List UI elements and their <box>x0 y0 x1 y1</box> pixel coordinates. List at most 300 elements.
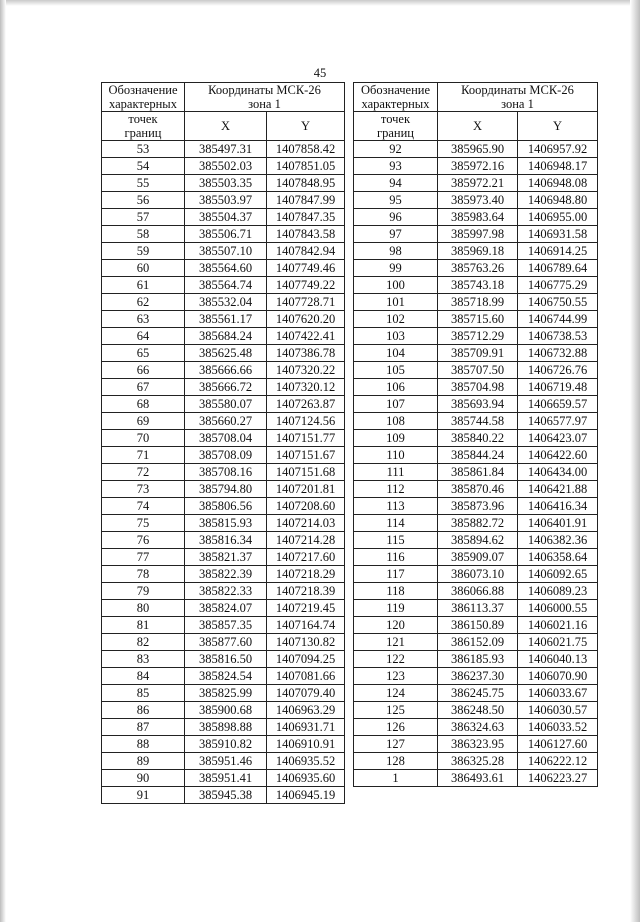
y-coordinate-cell: 1407842.94 <box>267 243 345 260</box>
x-coordinate-cell: 385983.64 <box>438 209 518 226</box>
x-coordinate-cell: 385564.60 <box>185 260 267 277</box>
table-row <box>354 328 598 345</box>
table-row <box>102 447 345 464</box>
table-row <box>354 192 598 209</box>
table-row <box>102 566 345 583</box>
x-coordinate-cell: 385506.71 <box>185 226 267 243</box>
y-coordinate-cell: 1406089.23 <box>518 583 598 600</box>
y-coordinate-cell: 1406931.58 <box>518 226 598 243</box>
point-number-cell: 72 <box>102 464 185 481</box>
point-number-cell: 92 <box>354 141 438 158</box>
table-row <box>102 430 345 447</box>
point-number-cell: 125 <box>354 702 438 719</box>
y-coordinate-cell: 1407151.77 <box>267 430 345 447</box>
x-coordinate-cell: 385861.84 <box>438 464 518 481</box>
table-row <box>102 481 345 498</box>
y-coordinate-cell: 1406222.12 <box>518 753 598 770</box>
point-number-cell: 77 <box>102 549 185 566</box>
point-number-cell: 126 <box>354 719 438 736</box>
y-coordinate-cell: 1407858.42 <box>267 141 345 158</box>
y-coordinate-cell: 1406659.57 <box>518 396 598 413</box>
table-row <box>102 226 345 243</box>
point-number-cell: 100 <box>354 277 438 294</box>
y-coordinate-cell: 1406744.99 <box>518 311 598 328</box>
y-coordinate-cell: 1406732.88 <box>518 345 598 362</box>
table-row <box>354 396 598 413</box>
table-row <box>102 515 345 532</box>
header-designation-line2: характерных <box>361 97 430 111</box>
y-coordinate-cell: 1407214.28 <box>267 532 345 549</box>
point-number-cell: 53 <box>102 141 185 158</box>
table-row <box>354 464 598 481</box>
header-designation-line4: границ <box>124 126 162 140</box>
table-row <box>354 600 598 617</box>
y-coordinate-cell: 1406092.65 <box>518 566 598 583</box>
y-coordinate-cell: 1406401.91 <box>518 515 598 532</box>
x-coordinate-cell: 386073.10 <box>438 566 518 583</box>
x-coordinate-cell: 385844.24 <box>438 447 518 464</box>
x-coordinate-cell: 385882.72 <box>438 515 518 532</box>
x-coordinate-cell: 385972.16 <box>438 158 518 175</box>
point-number-cell: 76 <box>102 532 185 549</box>
table-row <box>354 141 598 158</box>
point-number-cell: 86 <box>102 702 185 719</box>
x-coordinate-cell: 385909.07 <box>438 549 518 566</box>
point-number-cell: 71 <box>102 447 185 464</box>
table-row <box>102 413 345 430</box>
x-coordinate-cell: 386185.93 <box>438 651 518 668</box>
table-row <box>102 362 345 379</box>
y-coordinate-cell: 1406223.27 <box>518 770 598 787</box>
point-number-cell: 63 <box>102 311 185 328</box>
x-coordinate-cell: 385898.88 <box>185 719 267 736</box>
y-coordinate-cell: 1407218.29 <box>267 566 345 583</box>
x-coordinate-cell: 385821.37 <box>185 549 267 566</box>
y-coordinate-cell: 1407843.58 <box>267 226 345 243</box>
point-number-cell: 61 <box>102 277 185 294</box>
y-coordinate-cell: 1407201.81 <box>267 481 345 498</box>
x-coordinate-cell: 385824.07 <box>185 600 267 617</box>
point-number-cell: 70 <box>102 430 185 447</box>
y-coordinate-cell: 1407620.20 <box>267 311 345 328</box>
table-row <box>102 379 345 396</box>
point-number-cell: 90 <box>102 770 185 787</box>
table-row <box>354 566 598 583</box>
x-coordinate-cell: 385704.98 <box>438 379 518 396</box>
x-coordinate-cell: 385822.33 <box>185 583 267 600</box>
left-table-body <box>102 141 345 804</box>
y-coordinate-cell: 1406577.97 <box>518 413 598 430</box>
table-row <box>354 719 598 736</box>
table-row <box>102 583 345 600</box>
y-coordinate-cell: 1407094.25 <box>267 651 345 668</box>
y-column-header: Y <box>518 112 598 141</box>
y-coordinate-cell: 1406021.75 <box>518 634 598 651</box>
x-coordinate-cell: 385504.37 <box>185 209 267 226</box>
y-coordinate-cell: 1406421.88 <box>518 481 598 498</box>
header-coords-line2: зона 1 <box>501 97 534 111</box>
designation-header-bottom <box>102 112 185 141</box>
point-number-cell: 88 <box>102 736 185 753</box>
table-row <box>102 464 345 481</box>
y-coordinate-cell: 1407214.03 <box>267 515 345 532</box>
point-number-cell: 115 <box>354 532 438 549</box>
y-coordinate-cell: 1406955.00 <box>518 209 598 226</box>
x-column-header: X <box>438 112 518 141</box>
table-row <box>102 668 345 685</box>
table-row <box>354 668 598 685</box>
point-number-cell: 118 <box>354 583 438 600</box>
y-coordinate-cell: 1407263.87 <box>267 396 345 413</box>
point-number-cell: 62 <box>102 294 185 311</box>
table-row <box>102 770 345 787</box>
x-coordinate-cell: 386237.30 <box>438 668 518 685</box>
y-coordinate-cell: 1406000.55 <box>518 600 598 617</box>
point-number-cell: 68 <box>102 396 185 413</box>
point-number-cell: 89 <box>102 753 185 770</box>
point-number-cell: 67 <box>102 379 185 396</box>
x-coordinate-cell: 386324.63 <box>438 719 518 736</box>
header-coords-line1: Координаты МСК-26 <box>208 83 321 97</box>
x-coordinate-cell: 385660.27 <box>185 413 267 430</box>
x-coordinate-cell: 385840.22 <box>438 430 518 447</box>
page-number: 45 <box>313 66 327 80</box>
table-row <box>102 651 345 668</box>
y-coordinate-cell: 1407130.82 <box>267 634 345 651</box>
table-row <box>354 481 598 498</box>
x-coordinate-cell: 386493.61 <box>438 770 518 787</box>
header-designation-line3: точек <box>128 112 158 126</box>
y-coordinate-cell: 1406416.34 <box>518 498 598 515</box>
x-coordinate-cell: 385857.35 <box>185 617 267 634</box>
y-coordinate-cell: 1406423.07 <box>518 430 598 447</box>
table-row <box>354 294 598 311</box>
x-coordinate-cell: 385564.74 <box>185 277 267 294</box>
table-row <box>354 158 598 175</box>
point-number-cell: 60 <box>102 260 185 277</box>
table-row <box>102 702 345 719</box>
table-row <box>354 362 598 379</box>
y-column-header: Y <box>267 112 345 141</box>
table-row <box>354 617 598 634</box>
table-row <box>102 753 345 770</box>
point-number-cell: 107 <box>354 396 438 413</box>
x-coordinate-cell: 386325.28 <box>438 753 518 770</box>
y-coordinate-cell: 1406382.36 <box>518 532 598 549</box>
x-coordinate-cell: 385625.48 <box>185 345 267 362</box>
table-row <box>102 209 345 226</box>
x-coordinate-cell: 386323.95 <box>438 736 518 753</box>
x-coordinate-cell: 386248.50 <box>438 702 518 719</box>
point-number-cell: 104 <box>354 345 438 362</box>
coords-header <box>438 83 598 112</box>
point-number-cell: 78 <box>102 566 185 583</box>
table-row <box>102 617 345 634</box>
table-row <box>354 651 598 668</box>
x-coordinate-cell: 385684.24 <box>185 328 267 345</box>
y-coordinate-cell: 1406935.52 <box>267 753 345 770</box>
x-coordinate-cell: 385951.46 <box>185 753 267 770</box>
header-coords-line2: зона 1 <box>248 97 281 111</box>
table-row <box>354 685 598 702</box>
point-number-cell: 64 <box>102 328 185 345</box>
point-number-cell: 113 <box>354 498 438 515</box>
x-coordinate-cell: 385502.03 <box>185 158 267 175</box>
table-row <box>354 515 598 532</box>
point-number-cell: 122 <box>354 651 438 668</box>
x-coordinate-cell: 385693.94 <box>438 396 518 413</box>
x-coordinate-cell: 385532.04 <box>185 294 267 311</box>
point-number-cell: 82 <box>102 634 185 651</box>
y-coordinate-cell: 1406963.29 <box>267 702 345 719</box>
y-coordinate-cell: 1407422.41 <box>267 328 345 345</box>
y-coordinate-cell: 1406948.17 <box>518 158 598 175</box>
x-coordinate-cell: 385718.99 <box>438 294 518 311</box>
x-coordinate-cell: 386150.89 <box>438 617 518 634</box>
point-number-cell: 121 <box>354 634 438 651</box>
point-number-cell: 97 <box>354 226 438 243</box>
scan-shadow-right <box>630 0 640 922</box>
point-number-cell: 106 <box>354 379 438 396</box>
x-coordinate-cell: 385709.91 <box>438 345 518 362</box>
table-row <box>354 736 598 753</box>
y-coordinate-cell: 1406033.52 <box>518 719 598 736</box>
table-row <box>354 447 598 464</box>
header-designation-line2: характерных <box>109 97 177 111</box>
x-coordinate-cell: 385806.56 <box>185 498 267 515</box>
x-coordinate-cell: 385794.80 <box>185 481 267 498</box>
x-coordinate-cell: 385708.04 <box>185 430 267 447</box>
table-row <box>102 175 345 192</box>
table-row <box>102 600 345 617</box>
table-row <box>354 549 598 566</box>
point-number-cell: 58 <box>102 226 185 243</box>
table-row <box>102 634 345 651</box>
table-row <box>354 379 598 396</box>
y-coordinate-cell: 1407151.67 <box>267 447 345 464</box>
point-number-cell: 85 <box>102 685 185 702</box>
table-row <box>354 226 598 243</box>
x-coordinate-cell: 385997.98 <box>438 226 518 243</box>
x-coordinate-cell: 385507.10 <box>185 243 267 260</box>
y-coordinate-cell: 1406945.19 <box>267 787 345 804</box>
x-column-header: X <box>185 112 267 141</box>
designation-header-top <box>102 83 185 112</box>
table-row <box>102 260 345 277</box>
y-coordinate-cell: 1407851.05 <box>267 158 345 175</box>
point-number-cell: 95 <box>354 192 438 209</box>
table-row <box>354 702 598 719</box>
y-coordinate-cell: 1406789.64 <box>518 260 598 277</box>
table-row <box>102 141 345 158</box>
x-coordinate-cell: 385712.29 <box>438 328 518 345</box>
point-number-cell: 102 <box>354 311 438 328</box>
y-coordinate-cell: 1406738.53 <box>518 328 598 345</box>
y-coordinate-cell: 1407124.56 <box>267 413 345 430</box>
table-row <box>354 430 598 447</box>
table-row <box>354 413 598 430</box>
x-coordinate-cell: 385707.50 <box>438 362 518 379</box>
table-row <box>102 532 345 549</box>
x-coordinate-cell: 385815.93 <box>185 515 267 532</box>
point-number-cell: 112 <box>354 481 438 498</box>
y-coordinate-cell: 1407847.99 <box>267 192 345 209</box>
table-row <box>102 498 345 515</box>
coordinates-table-left <box>101 82 345 804</box>
header-designation-line4: границ <box>377 126 414 140</box>
x-coordinate-cell: 385763.26 <box>438 260 518 277</box>
point-number-cell: 1 <box>354 770 438 787</box>
x-coordinate-cell: 386113.37 <box>438 600 518 617</box>
point-number-cell: 128 <box>354 753 438 770</box>
y-coordinate-cell: 1406931.71 <box>267 719 345 736</box>
x-coordinate-cell: 385715.60 <box>438 311 518 328</box>
table-row <box>102 328 345 345</box>
x-coordinate-cell: 385910.82 <box>185 736 267 753</box>
x-coordinate-cell: 386066.88 <box>438 583 518 600</box>
point-number-cell: 114 <box>354 515 438 532</box>
y-coordinate-cell: 1406957.92 <box>518 141 598 158</box>
y-coordinate-cell: 1407164.74 <box>267 617 345 634</box>
y-coordinate-cell: 1407749.22 <box>267 277 345 294</box>
point-number-cell: 84 <box>102 668 185 685</box>
x-coordinate-cell: 385945.38 <box>185 787 267 804</box>
x-coordinate-cell: 385708.16 <box>185 464 267 481</box>
scan-shadow-top <box>0 0 640 6</box>
y-coordinate-cell: 1407320.12 <box>267 379 345 396</box>
x-coordinate-cell: 385744.58 <box>438 413 518 430</box>
table-row <box>354 498 598 515</box>
x-coordinate-cell: 386152.09 <box>438 634 518 651</box>
y-coordinate-cell: 1406422.60 <box>518 447 598 464</box>
point-number-cell: 75 <box>102 515 185 532</box>
x-coordinate-cell: 385816.34 <box>185 532 267 549</box>
point-number-cell: 127 <box>354 736 438 753</box>
x-coordinate-cell: 385822.39 <box>185 566 267 583</box>
point-number-cell: 98 <box>354 243 438 260</box>
y-coordinate-cell: 1407847.35 <box>267 209 345 226</box>
table-row <box>102 719 345 736</box>
x-coordinate-cell: 385743.18 <box>438 277 518 294</box>
point-number-cell: 87 <box>102 719 185 736</box>
table-row <box>354 770 598 787</box>
point-number-cell: 94 <box>354 175 438 192</box>
y-coordinate-cell: 1407749.46 <box>267 260 345 277</box>
point-number-cell: 103 <box>354 328 438 345</box>
point-number-cell: 96 <box>354 209 438 226</box>
y-coordinate-cell: 1406726.76 <box>518 362 598 379</box>
point-number-cell: 74 <box>102 498 185 515</box>
x-coordinate-cell: 385973.40 <box>438 192 518 209</box>
y-coordinate-cell: 1406935.60 <box>267 770 345 787</box>
scan-shadow-left <box>0 0 6 922</box>
y-coordinate-cell: 1406030.57 <box>518 702 598 719</box>
table-row <box>354 243 598 260</box>
x-coordinate-cell: 385825.99 <box>185 685 267 702</box>
y-coordinate-cell: 1407151.68 <box>267 464 345 481</box>
y-coordinate-cell: 1407386.78 <box>267 345 345 362</box>
x-coordinate-cell: 385497.31 <box>185 141 267 158</box>
y-coordinate-cell: 1406358.64 <box>518 549 598 566</box>
y-coordinate-cell: 1407081.66 <box>267 668 345 685</box>
x-coordinate-cell: 385877.60 <box>185 634 267 651</box>
y-coordinate-cell: 1407217.60 <box>267 549 345 566</box>
table-row <box>102 345 345 362</box>
x-coordinate-cell: 385870.46 <box>438 481 518 498</box>
header-designation-line1: Обозначение <box>360 83 431 97</box>
x-coordinate-cell: 385580.07 <box>185 396 267 413</box>
point-number-cell: 56 <box>102 192 185 209</box>
table-row <box>102 243 345 260</box>
coords-header <box>185 83 345 112</box>
header-designation-line3: точек <box>380 112 411 126</box>
table-row <box>354 634 598 651</box>
table-row <box>102 787 345 804</box>
x-coordinate-cell: 385824.54 <box>185 668 267 685</box>
x-coordinate-cell: 385972.21 <box>438 175 518 192</box>
y-coordinate-cell: 1406070.90 <box>518 668 598 685</box>
point-number-cell: 80 <box>102 600 185 617</box>
point-number-cell: 54 <box>102 158 185 175</box>
point-number-cell: 66 <box>102 362 185 379</box>
table-row <box>354 260 598 277</box>
point-number-cell: 55 <box>102 175 185 192</box>
table-row <box>102 396 345 413</box>
table-row <box>102 158 345 175</box>
table-row <box>354 277 598 294</box>
y-coordinate-cell: 1406127.60 <box>518 736 598 753</box>
table-row <box>354 311 598 328</box>
point-number-cell: 81 <box>102 617 185 634</box>
x-coordinate-cell: 385951.41 <box>185 770 267 787</box>
x-coordinate-cell: 385503.35 <box>185 175 267 192</box>
point-number-cell: 105 <box>354 362 438 379</box>
point-number-cell: 123 <box>354 668 438 685</box>
table-row <box>102 736 345 753</box>
table-row <box>102 685 345 702</box>
y-coordinate-cell: 1406040.13 <box>518 651 598 668</box>
y-coordinate-cell: 1406434.00 <box>518 464 598 481</box>
y-coordinate-cell: 1407320.22 <box>267 362 345 379</box>
x-coordinate-cell: 385503.97 <box>185 192 267 209</box>
x-coordinate-cell: 385816.50 <box>185 651 267 668</box>
point-number-cell: 57 <box>102 209 185 226</box>
x-coordinate-cell: 385708.09 <box>185 447 267 464</box>
point-number-cell: 83 <box>102 651 185 668</box>
y-coordinate-cell: 1406914.25 <box>518 243 598 260</box>
x-coordinate-cell: 385965.90 <box>438 141 518 158</box>
y-coordinate-cell: 1407218.39 <box>267 583 345 600</box>
table-row <box>102 277 345 294</box>
point-number-cell: 124 <box>354 685 438 702</box>
y-coordinate-cell: 1406948.80 <box>518 192 598 209</box>
y-coordinate-cell: 1407848.95 <box>267 175 345 192</box>
point-number-cell: 91 <box>102 787 185 804</box>
point-number-cell: 109 <box>354 430 438 447</box>
point-number-cell: 108 <box>354 413 438 430</box>
point-number-cell: 117 <box>354 566 438 583</box>
y-coordinate-cell: 1406910.91 <box>267 736 345 753</box>
table-row <box>354 583 598 600</box>
x-coordinate-cell: 385666.72 <box>185 379 267 396</box>
point-number-cell: 111 <box>354 464 438 481</box>
x-coordinate-cell: 385894.62 <box>438 532 518 549</box>
table-row <box>102 549 345 566</box>
point-number-cell: 116 <box>354 549 438 566</box>
y-coordinate-cell: 1407728.71 <box>267 294 345 311</box>
y-coordinate-cell: 1406021.16 <box>518 617 598 634</box>
table-row <box>354 209 598 226</box>
